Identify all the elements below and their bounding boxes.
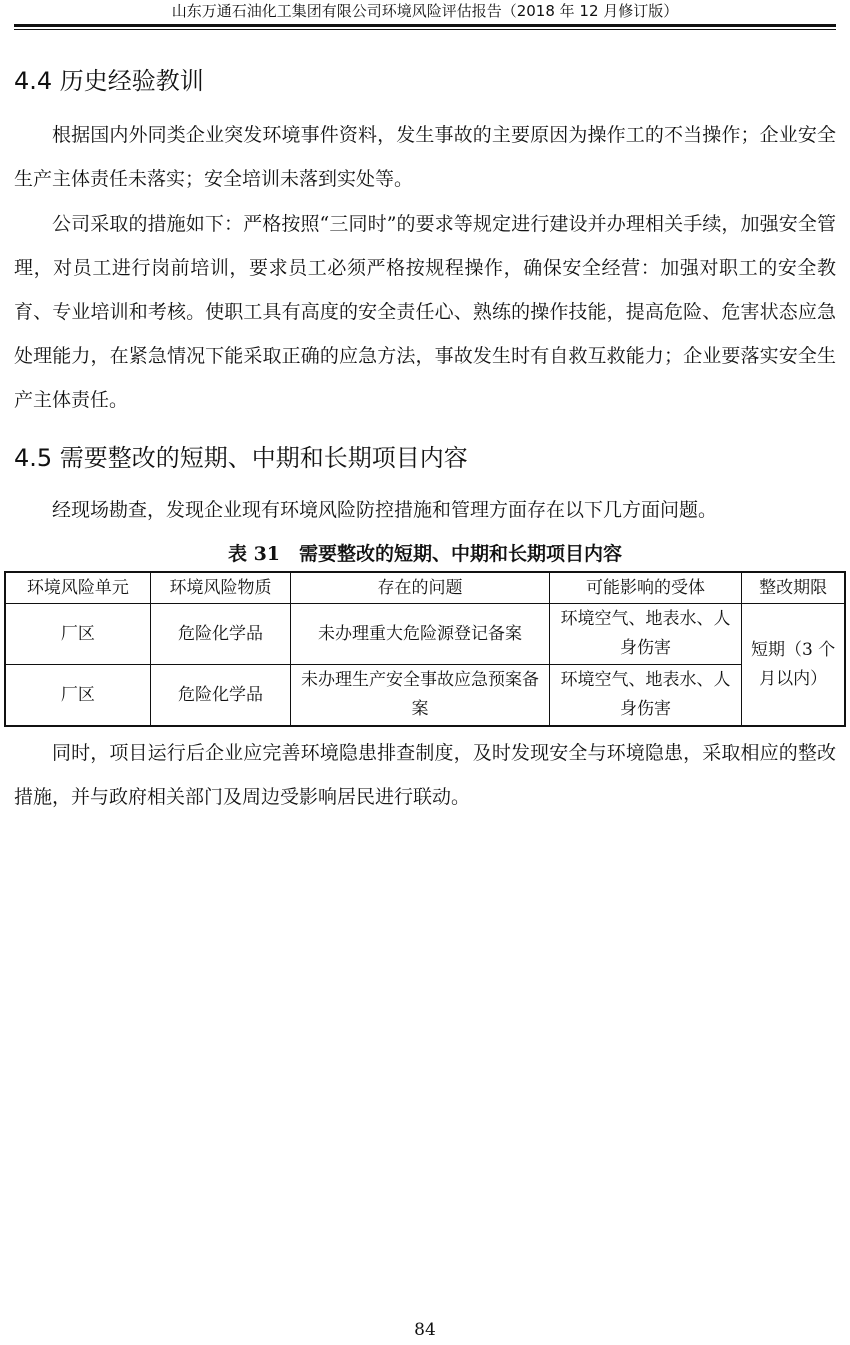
cell-substance: 危险化学品 — [150, 665, 290, 727]
column-header-deadline: 整改期限 — [742, 572, 845, 604]
cell-unit: 厂区 — [5, 665, 150, 727]
column-header-unit: 环境风险单元 — [5, 572, 150, 604]
header-rule-thin — [14, 29, 836, 30]
cell-problem: 未办理生产安全事故应急预案备案 — [291, 665, 550, 727]
cell-problem: 未办理重大危险源登记备案 — [291, 604, 550, 665]
cell-receptor: 环境空气、地表水、人身伤害 — [549, 604, 741, 665]
section-4-5-followup: 同时，项目运行后企业应完善环境隐患排查制度，及时发现安全与环境隐患，采取相应的整改措施，并与政府相关部门及周边受影响居民进行联动。 — [14, 742, 836, 808]
cell-substance: 危险化学品 — [150, 604, 290, 665]
cell-deadline: 短期（3 个月以内） — [742, 604, 845, 727]
cell-receptor: 环境空气、地表水、人身伤害 — [549, 665, 741, 727]
table-header-row — [5, 572, 845, 604]
section-4-4-heading: 4.4 历史经验教训 — [14, 67, 204, 95]
header-rule-thick — [14, 24, 836, 27]
table-row — [5, 604, 845, 665]
page-number: 84 — [414, 1320, 436, 1340]
page-header: 山东万通石油化工集团有限公司环境风险评估报告（2018 年 12 月修订版） — [171, 2, 679, 20]
column-header-substance: 环境风险物质 — [150, 572, 290, 604]
column-header-receptor: 可能影响的受体 — [549, 572, 741, 604]
cell-unit: 厂区 — [5, 604, 150, 665]
column-header-problem: 存在的问题 — [291, 572, 550, 604]
section-4-5-intro: 经现场勘查，发现企业现有环境风险防控措施和管理方面存在以下几方面问题。 — [52, 499, 718, 521]
section-4-4-paragraph-2: 公司采取的措施如下：严格按照“三同时”的要求等规定进行建设并办理相关手续，加强安全管理，对员工进行岗前培训，要求员工必须严格按规程操作，确保安全经营：加强对职工的安全教育、专业培训和考核。使职工具有高度的安全责任心、熟练的操作技能，提高危险、危害状态应急处理能力，在紧急情况下能采取正确的应急方法，事故发生时有自救互救能力；企业要落实安全生产主体责任。 — [14, 213, 836, 411]
section-4-5-heading: 4.5 需要整改的短期、中期和长期项目内容 — [14, 444, 468, 472]
table-caption: 表 31 需要整改的短期、中期和长期项目内容 — [227, 543, 623, 565]
rectification-table — [4, 571, 846, 727]
section-4-4-paragraph-1: 根据国内外同类企业突发环境事件资料，发生事故的主要原因为操作工的不当操作；企业安全生产主体责任未落实；安全培训未落到实处等。 — [14, 124, 836, 190]
table-row — [5, 665, 845, 727]
